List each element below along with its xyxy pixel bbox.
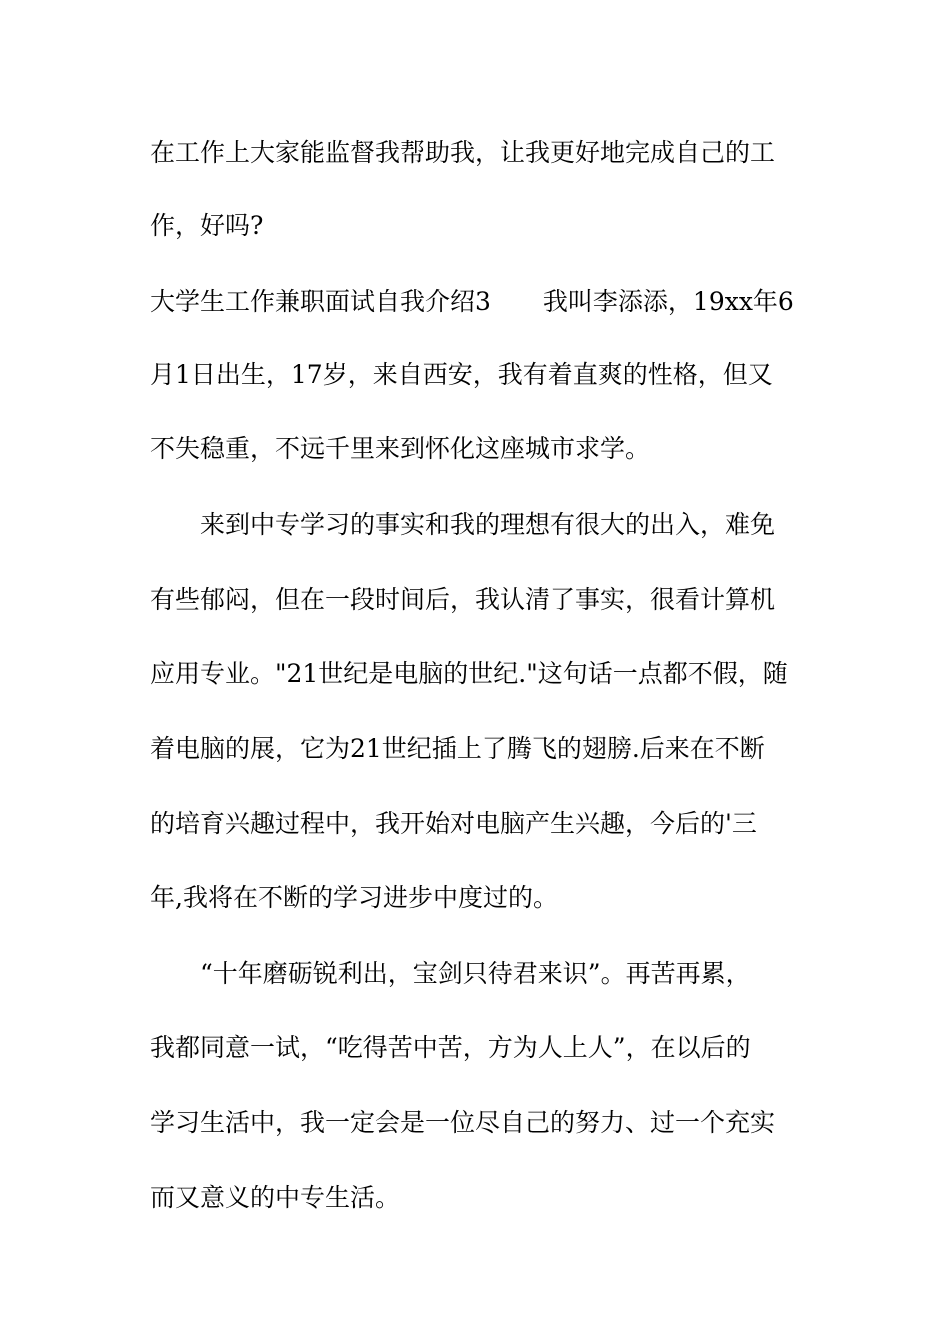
paragraph-line: 而又意义的中专生活。 [150, 1183, 401, 1212]
paragraph-line: 年,我将在不断的学习进步中度过的。 [150, 883, 558, 912]
paragraph-line: 来到中专学习的事实和我的理想有很大的出入，难免 [200, 510, 776, 539]
paragraph-line: 月1日出生，17岁，来自西安，我有着直爽的性格，但又 [150, 360, 773, 389]
paragraph-line: 我都同意一试，“吃得苦中苦，方为人上人”，在以后的 [150, 1033, 751, 1062]
intro-text: 我叫李添添，19xx年6 [542, 287, 794, 316]
paragraph-line: 作，好吗? [150, 211, 264, 240]
paragraph-line: 学习生活中，我一定会是一位尽自己的努力、过一个充实 [150, 1108, 776, 1137]
paragraph-line: 着电脑的展，它为21世纪插上了腾飞的翅膀.后来在不断 [150, 734, 765, 763]
paragraph-line: 在工作上大家能监督我帮助我，让我更好地完成自己的工 [150, 138, 776, 167]
paragraph-line: 有些郁闷，但在一段时间后，我认清了事实，很看计算机 [150, 585, 776, 614]
paragraph-line: 应用专业。"21世纪是电脑的世纪."这句话一点都不假，随 [150, 659, 788, 688]
section-heading-line [150, 285, 810, 319]
paragraph-line: “十年磨砺锐利出，宝剑只待君来识”。再苦再累， [200, 959, 751, 988]
section-title: 大学生工作兼职面试自我介绍3 [150, 287, 491, 316]
paragraph-line: 不失稳重，不远千里来到怀化这座城市求学。 [150, 434, 651, 463]
paragraph-line: 的培育兴趣过程中，我开始对电脑产生兴趣，今后的'三 [150, 809, 757, 838]
